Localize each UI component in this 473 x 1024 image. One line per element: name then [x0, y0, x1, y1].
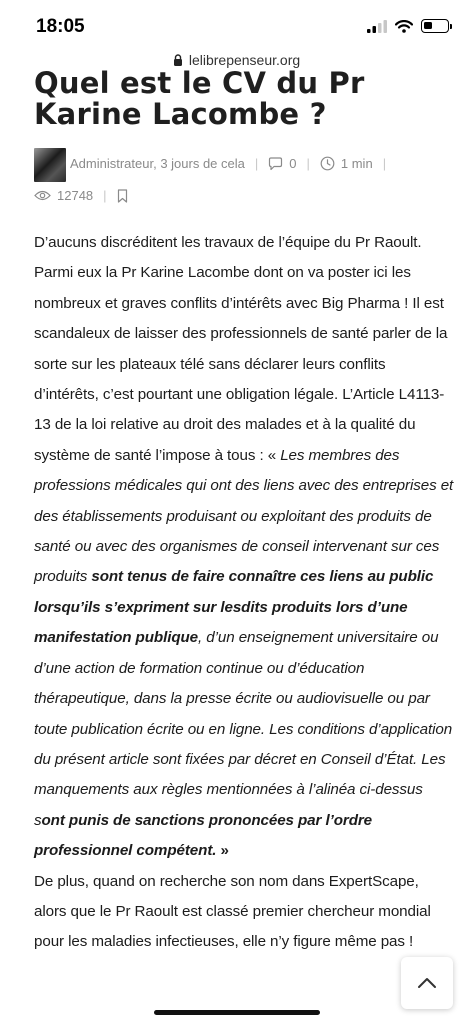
- quote-close: »: [216, 842, 229, 860]
- meta-separator: |: [254, 156, 259, 171]
- comment-count[interactable]: 0: [289, 156, 297, 171]
- body-paragraph-1: [34, 228, 454, 867]
- legal-quote: , d’un enseignement universitaire ou d’une action de formation continue ou d’éducation thérapeutique, dans la presse écrite ou audiovisuelle ou par toute publication écrite ou en ligne. Les conditions d’application du présent article sont fixées par décret en Conseil d’État. Les manquements aux règles mentionnées à l’alinéa ci-dessus s: [34, 629, 453, 829]
- read-time: 1 min: [340, 156, 373, 171]
- article-meta: [34, 148, 454, 216]
- legal-quote-emphasis: sont tenus de faire connaître ces liens au public lorsqu’ils s’expriment sur lesdits produits lors d’une manifestation publique: [34, 568, 434, 647]
- body-paragraph-2: De plus, quand on recherche son nom dans ExpertScape, alors que le Pr Raoult est classé premier chercheur mondial pour les maladies infectieuses, elle n’y figure même pas !: [34, 872, 431, 951]
- article-title: Quel est le CV du Pr Karine Lacombe ?: [34, 66, 365, 131]
- wifi-icon: [395, 20, 413, 33]
- eye-icon: [34, 190, 51, 201]
- clock-icon: [320, 156, 335, 171]
- meta-separator: |: [306, 156, 310, 171]
- author-date[interactable]: Administrateur, 3 jours de cela: [70, 156, 245, 171]
- bookmark-icon[interactable]: [117, 189, 128, 203]
- meta-line-1: [70, 156, 396, 171]
- status-bar: [0, 0, 473, 48]
- view-count: 12748: [57, 188, 94, 203]
- status-time: 18:05: [36, 16, 85, 37]
- home-indicator[interactable]: [154, 1010, 320, 1015]
- meta-line-2: [34, 188, 134, 203]
- back-to-top-button[interactable]: [401, 957, 453, 1009]
- url-domain: lelibrepenseur.org: [188, 52, 301, 68]
- lock-icon: [173, 54, 183, 66]
- comment-icon: [268, 157, 283, 171]
- meta-separator: |: [382, 156, 387, 171]
- body-text: D’aucuns discréditent les travaux de l’équipe du Pr Raoult. Parmi eux la Pr Karine Lacombe dont on va poster ici les nombreux et graves conflits d’intérêts avec Big Pharma ! Il est scandaleux de laisser des professionnels de santé parler de la sorte sur les plateaux télé sans déclarer leurs conflits d’intérêts, c’est pourtant une obligation légale. L’Article L4113-13 de la loi relative au droit des malades et à la qualité du système de santé l’impose à tous : «: [34, 234, 448, 464]
- cellular-signal-icon: [367, 20, 387, 33]
- battery-icon: [421, 19, 449, 33]
- legal-quote: Les membres des professions médicales qui ont des liens avec des entreprises et des établissements produisant ou exploitant des produits de santé ou avec des organismes de conseil intervenant sur ces produits: [34, 446, 454, 586]
- status-icons: [367, 19, 449, 33]
- meta-separator: |: [103, 188, 107, 203]
- article-body: [34, 228, 454, 958]
- author-avatar[interactable]: [34, 148, 66, 182]
- chevron-up-icon: [417, 977, 437, 989]
- legal-quote-emphasis: ont punis de sanctions prononcées par l’ordre professionnel compétent.: [34, 811, 373, 860]
